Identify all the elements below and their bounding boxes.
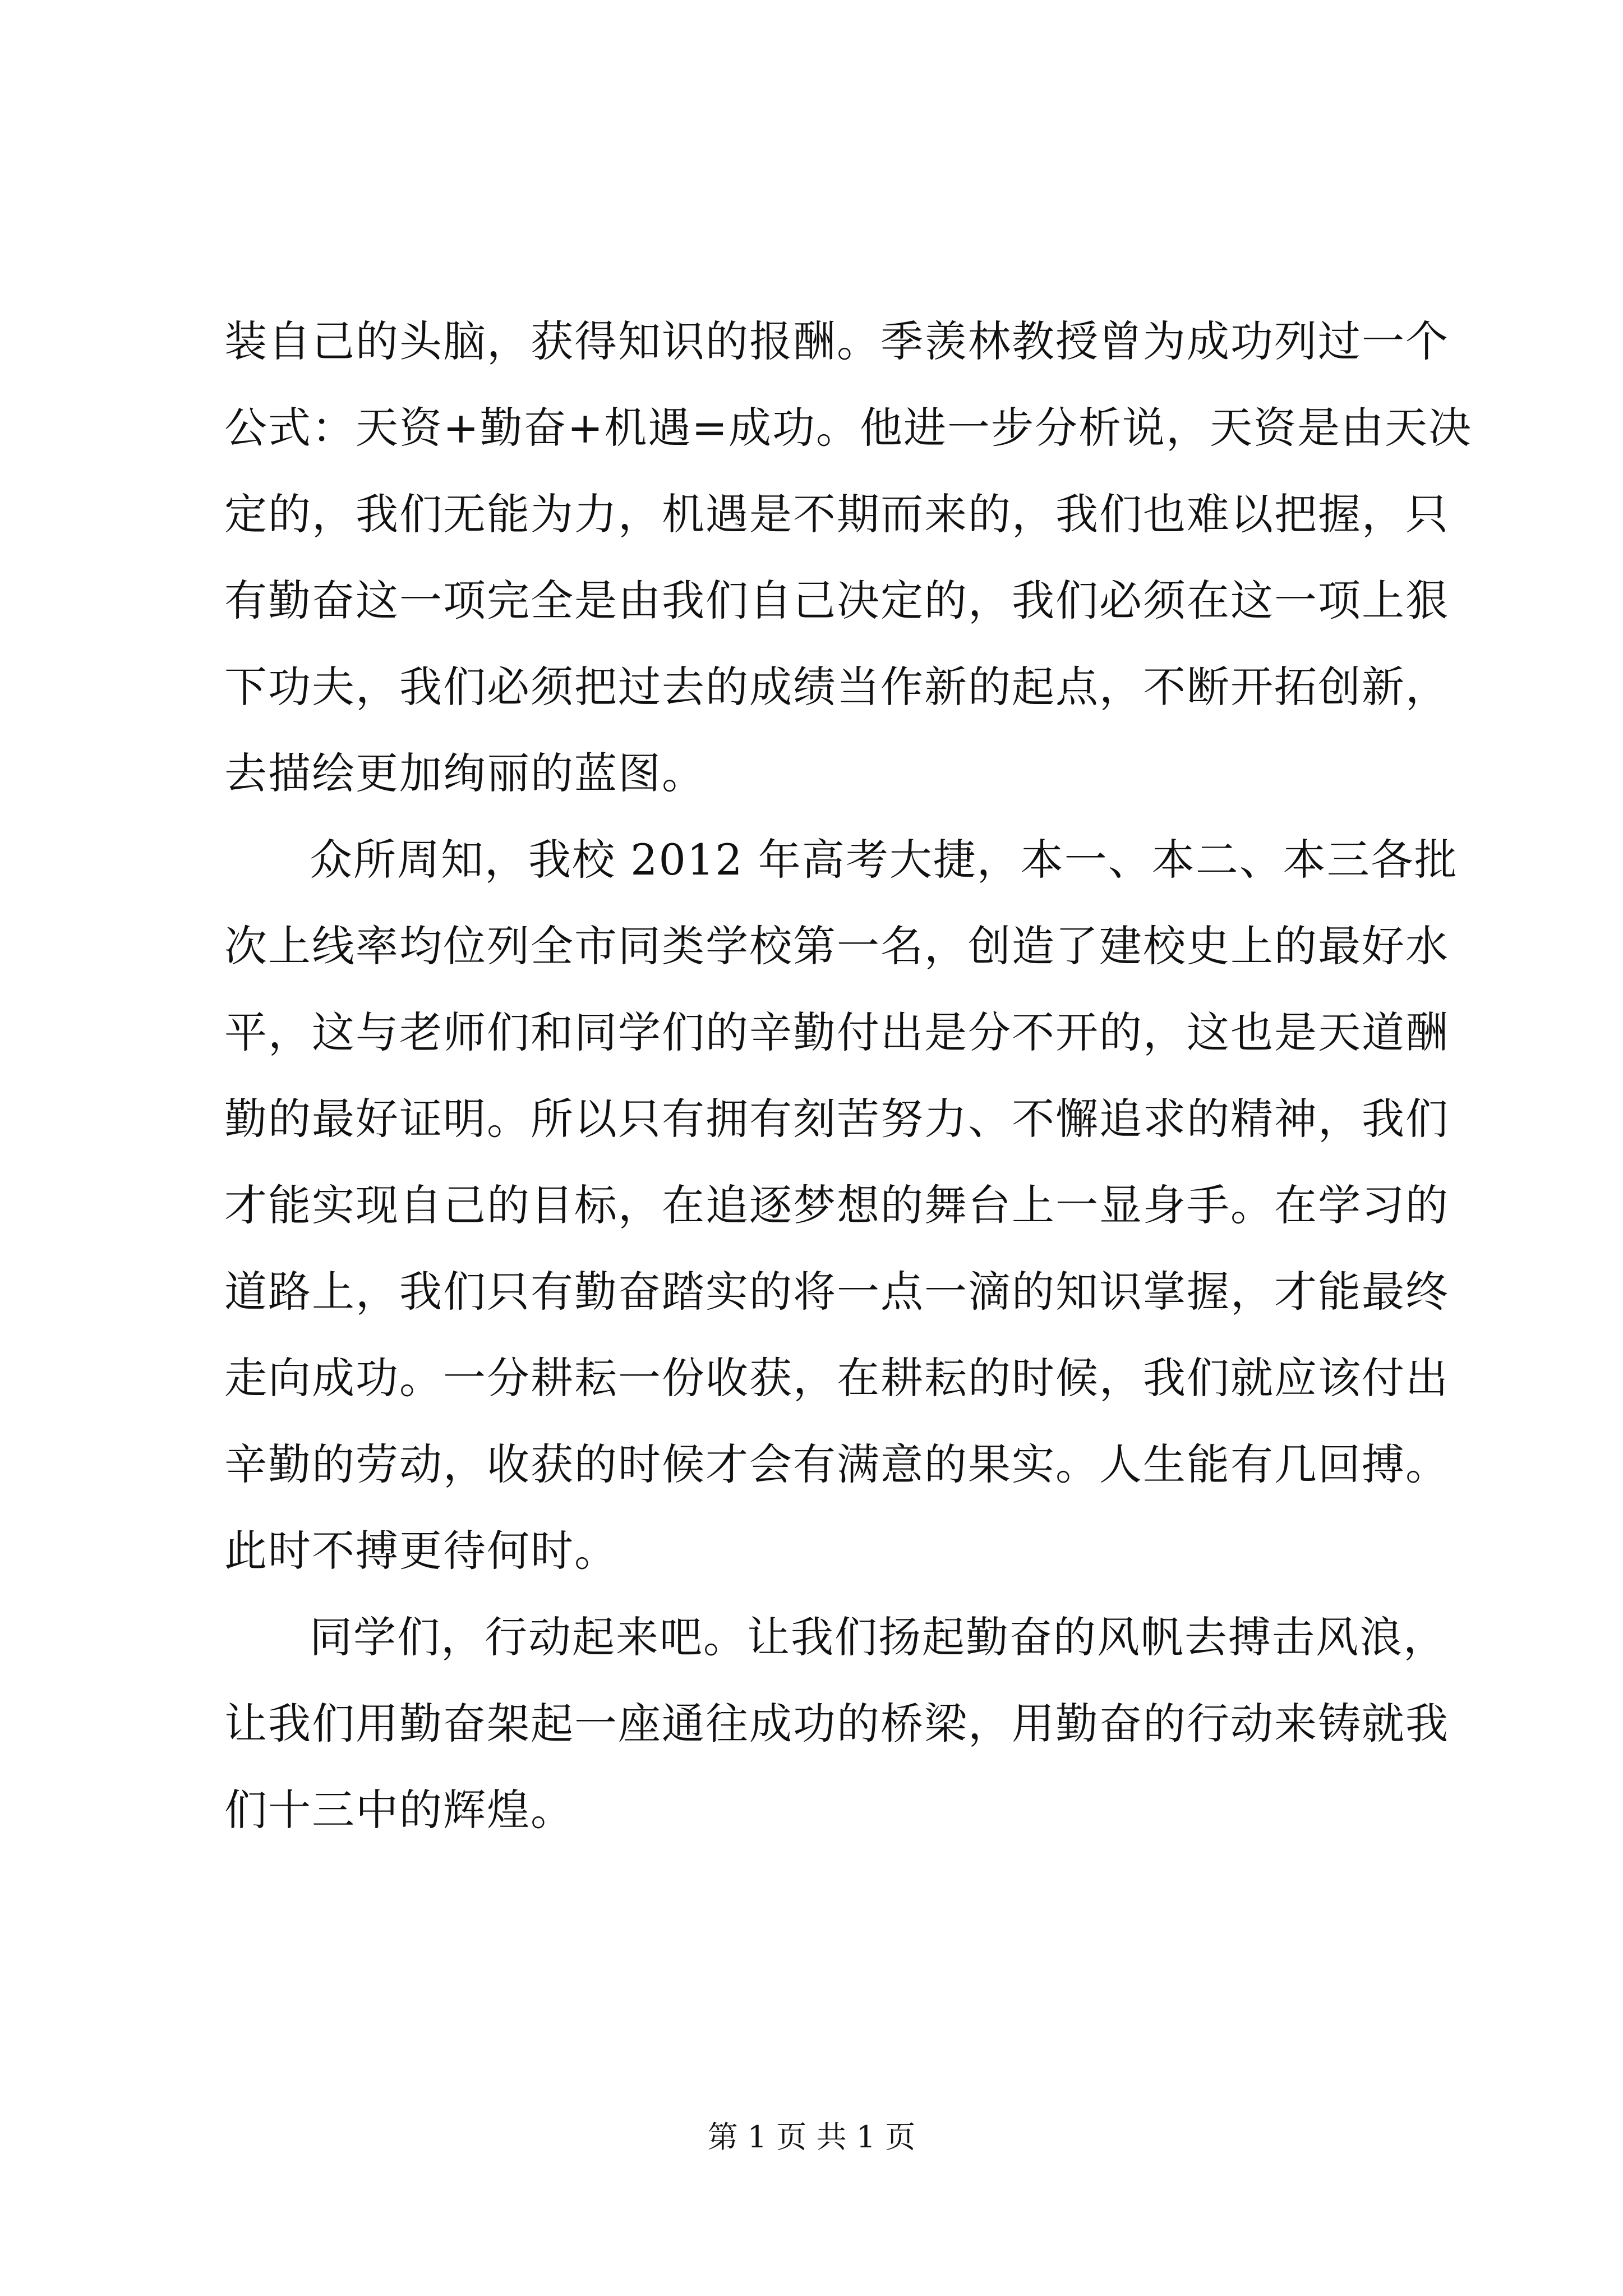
text-line: 去描绘更加绚丽的蓝图。 (224, 748, 706, 798)
document-body (224, 298, 1473, 1853)
text-line: 装自己的头脑，获得知识的报酬。季羡林教授曾为成功列过一个 (224, 316, 1449, 366)
text-line: 道路上，我们只有勤奋踏实的将一点一滴的知识掌握，才能最终 (224, 1267, 1449, 1317)
text-line: 有勤奋这一项完全是由我们自己决定的，我们必须在这一项上狠 (224, 576, 1449, 625)
text-line: 此时不搏更待何时。 (224, 1526, 618, 1576)
text-line: 同学们，行动起来吧。让我们扬起勤奋的风帆去搏击风浪， (310, 1612, 1447, 1662)
page-footer (0, 2118, 1623, 2157)
text-line: 走向成功。一分耕耘一份收获，在耕耘的时候，我们就应该付出 (224, 1353, 1449, 1403)
text-line: 定的，我们无能为力，机遇是不期而来的，我们也难以把握，只 (224, 489, 1449, 539)
page-number-label: 第 1 页 共 1 页 (707, 2119, 916, 2155)
text-line: 辛勤的劳动，收获的时候才会有满意的果实。人生能有几回搏。 (224, 1439, 1449, 1489)
text-line: 公式：天资+勤奋+机遇=成功。他进一步分析说，天资是由天决 (224, 403, 1473, 453)
text-line: 平，这与老师们和同学们的辛勤付出是分不开的，这也是天道酬 (224, 1007, 1449, 1057)
text-line: 让我们用勤奋架起一座通往成功的桥梁，用勤奋的行动来铸就我 (224, 1699, 1449, 1749)
text-line: 勤的最好证明。所以只有拥有刻苦努力、不懈追求的精神，我们 (224, 1094, 1449, 1144)
text-line: 们十三中的辉煌。 (224, 1785, 574, 1835)
text-line: 才能实现自己的目标，在追逐梦想的舞台上一显身手。在学习的 (224, 1180, 1449, 1230)
text-line: 众所周知，我校 2012 年高考大捷，本一、本二、本三各批 (310, 835, 1458, 885)
text-line: 次上线率均位列全市同类学校第一名，创造了建校史上的最好水 (224, 921, 1449, 971)
text-line: 下功夫，我们必须把过去的成绩当作新的起点，不断开拓创新， (224, 662, 1449, 712)
